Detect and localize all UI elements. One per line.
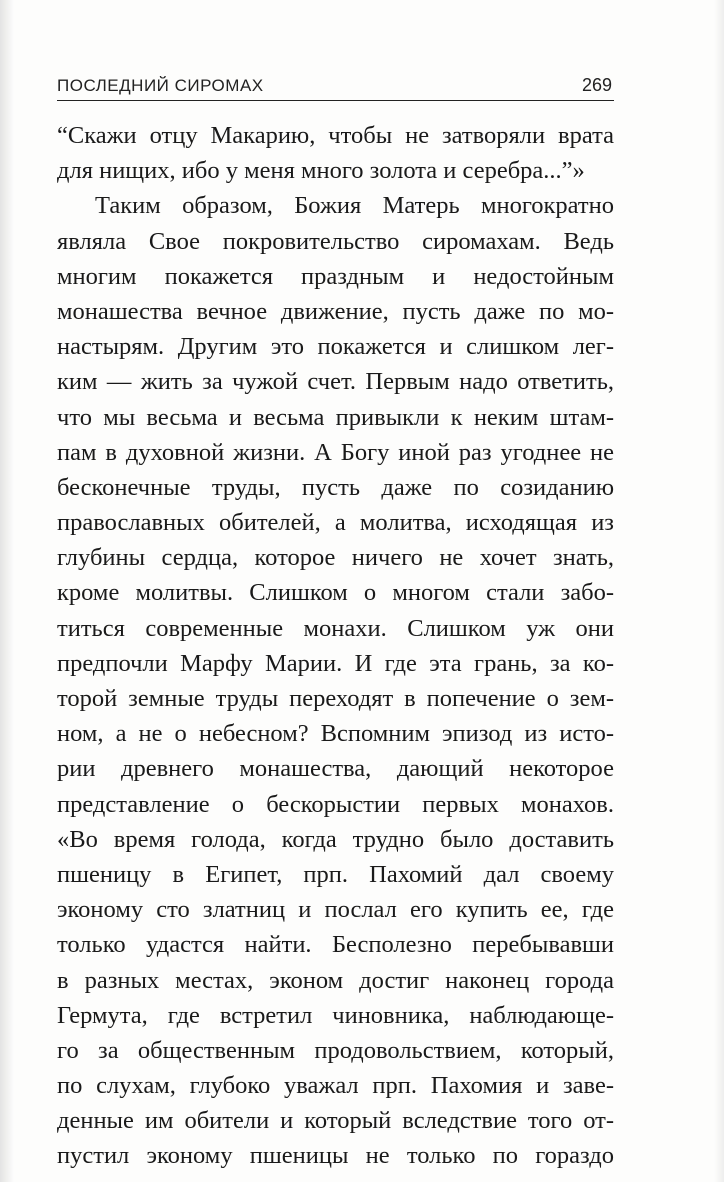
text-line: пам в духовной жизни. А Богу иной раз угоднее не xyxy=(57,438,614,466)
text-line: глубины сердца, которое ничего не хочет знать, xyxy=(57,544,614,572)
page-number: 269 xyxy=(581,75,612,95)
text-line: настырям. Другим это покажется и слишком лег- xyxy=(57,333,614,361)
text-line: «Во время голода, когда трудно было доставить xyxy=(57,825,614,853)
text-line: кроме молитвы. Слишком о многом стали забо- xyxy=(57,579,614,607)
running-title: ПОСЛЕДНИЙ СИРОМАХ xyxy=(57,76,264,95)
text-line: представление о бескорыстии первых монахов. xyxy=(57,790,614,818)
text-line: православных обителей, а молитва, исходящая из xyxy=(57,509,614,537)
text-line: “Скажи отцу Макарию, чтобы не затворяли врата xyxy=(57,122,614,149)
text-line: Гермута, где встретил чиновника, наблюдающе- xyxy=(57,1001,614,1029)
text-line: являла Свое покровительство сиромахам. Ведь xyxy=(57,227,614,255)
text-line: только удастся найти. Бесполезно перебывавши xyxy=(57,931,614,959)
text-line: для нищих, ибо у меня много золота и серебра...”» xyxy=(57,157,585,185)
text-line: рии древнего монашества, дающий некоторое xyxy=(57,755,614,783)
text-line: бесконечные труды, пусть даже по созиданию xyxy=(57,473,614,501)
text-line: торой земные труды переходят в попечение о зем- xyxy=(57,685,614,712)
scan-shadow-left xyxy=(0,0,14,1182)
text-line: ном, а не о небесном? Вспомним эпизод из исто- xyxy=(57,720,614,748)
text-line: по слухам, глубоко уважал прп. Пахомия и заве- xyxy=(57,1072,614,1100)
text-line: го за общественным продовольствием, который, xyxy=(57,1036,614,1064)
body-text xyxy=(57,118,614,1174)
paragraph-first-line: Таким образом, Божия Матерь многократно xyxy=(95,192,614,220)
text-line: предпочли Марфу Марии. И где эта грань, за ко- xyxy=(57,649,614,677)
text-line: пустил эконому пшеницы не только по гораздо xyxy=(57,1142,614,1170)
text-line: монашества вечное движение, пусть даже по мо- xyxy=(57,297,614,325)
text-line: денные им обители и который вследствие того от- xyxy=(57,1107,614,1135)
text-line: титься современные монахи. Слишком уж они xyxy=(57,614,614,642)
text-line: многим покажется праздным и недостойным xyxy=(57,262,614,290)
running-header xyxy=(57,72,614,101)
text-line: эконому сто златниц и послал его купить ее, где xyxy=(57,896,614,924)
text-line: что мы весьма и весьма привыкли к неким штам- xyxy=(57,403,614,431)
text-line: ким — жить за чужой счет. Первым надо ответить, xyxy=(57,368,614,396)
text-line: в разных местах, эконом достиг наконец города xyxy=(57,966,614,994)
scan-shadow-right xyxy=(714,0,724,1182)
text-line: пшеницу в Египет, прп. Пахомий дал своему xyxy=(57,860,614,888)
